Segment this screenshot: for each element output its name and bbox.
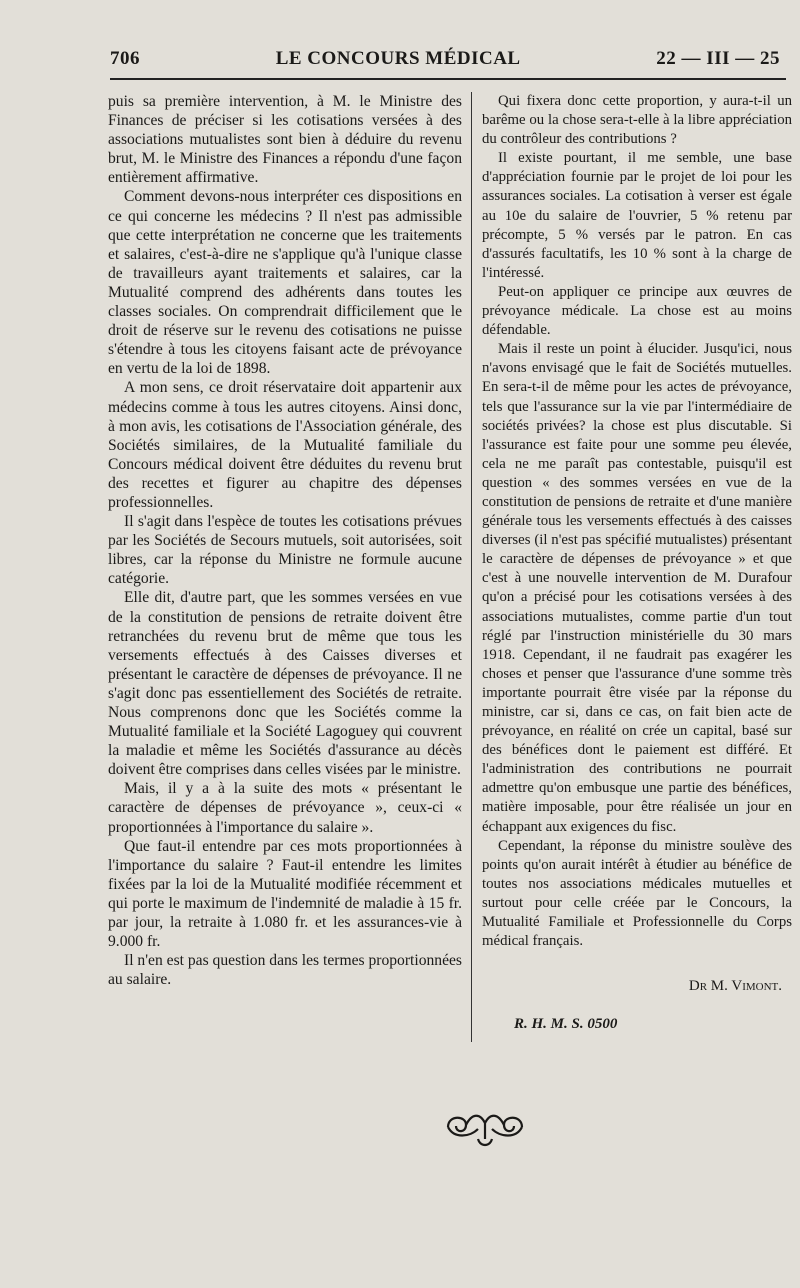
signature: Dr M. Vimont. xyxy=(688,978,782,994)
paragraph: Mais, il y a à la suite des mots « présentant le caractère de dépenses de prévoyance », ceux-ci « proportionnées à l'importance du salaire ». xyxy=(108,780,462,836)
left-column xyxy=(108,92,462,989)
paragraph: Il n'en est pas question dans les termes proportionnées au salaire. xyxy=(108,952,462,989)
header-rule xyxy=(110,78,786,80)
paragraph: Comment devons-nous interpréter ces dispositions en ce qui concerne les médecins ? Il n'est pas admissible que cette interprétation ne concerne que les traitements et salaires, c'est-à-dire ne s'applique qu'à l'unique classe de travailleurs ayant traitements et salaires, car la Mutualité comprend des adhérents dans toutes les classes sociales. On comprendrait difficilement que le droit de réserve sur le revenu des cotisations ne puisse s'étendre à tous les citoyens faisant acte de prévoyance en vertu de la loi de 1898. xyxy=(108,188,462,378)
column-divider xyxy=(471,92,472,1042)
paragraph: Elle dit, d'autre part, que les sommes versées en vue de la constitution de pensions de retraite doivent être retranchées du revenu brut de même que tous les versements effectués à des Caisses diverses et présentant le caractère de dépenses de prévoyance. Il ne s'agit donc pas essentiellement des Sociétés de retraite. Nous comprenons donc que les Sociétés comme la Mutualité familiale et la Société Lagoguey qui couvrent la maladie et même les Sociétés d'assurance au décès doivent être comprises dans celles visées par le ministre. xyxy=(108,589,462,779)
paragraph: Cependant, la réponse du ministre soulève des points qu'on aurait intérêt à étudier au bénéfice de toutes nos associations médicales mutuelles et surtout pour celle créée par le Concours, la Mutualité Familiale et Professionnelle du Corps médical français. xyxy=(482,837,792,950)
paragraph: Il existe pourtant, il me semble, une base d'appréciation fournie par le projet de loi pour les assurances sociales. La cotisation à verser est égale au 10e du salaire de l'ouvrier, 5 % retenu par précompte, 5 % versés par le patron. En cas d'assurés facultatifs, les 10 % sont à la charge de l'intéressé. xyxy=(482,150,792,281)
paragraph: puis sa première intervention, à M. le Ministre des Finances de préciser si les cotisations versées à des associations mutualistes sont bien à déduire du revenu brut, M. le Ministre des Finances a répondu d'une façon entièrement affirmative. xyxy=(108,93,462,187)
right-column xyxy=(482,92,792,951)
paragraph: Qui fixera donc cette proportion, y aura-t-il un barême ou la chose sera-t-elle à la libre appréciation du contrôleur des contributions ? xyxy=(482,93,792,148)
reference-code: R. H. M. S. 0500 xyxy=(514,1016,618,1032)
journal-title: LE CONCOURS MÉDICAL xyxy=(275,48,521,69)
page-number: 706 xyxy=(110,48,140,69)
paragraph: Mais il reste un point à élucider. Jusqu'ici, nous n'avons envisagé que le fait de Sociétés mutuelles. En sera-t-il de même pour les actes de prévoyance, tels que l'assurance sur la vie par l'intermédiaire de sociétés privées? la chose est plus discutable. Si l'assurance est faite pour une somme peu élevée, cela ne me paraît pas contestable, puisqu'il est question « des sommes versées en vue de la constitution de pensions de retraite et d'une manière générale tous les versements effectués à des caisses diverses (il n'est pas spécifié mutualistes) présentant le caractère de dépenses de prévoyance » et que c'est à une nouvelle intervention de M. Durafour qu'on a précisé pour les cotisations versées à des associations mutualistes, comme partie d'un tout réglé par l'instruction ministérielle du 30 mars 1918. Cependant, il ne faudrait pas exagérer les choses et penser que l'assurance d'une somme très importante pourrait être visée par la réponse du ministre, car si, dans ce cas, on fait bien acte de prévoyance, en réalité on crée un capital, basé sur des bénéfices dont le paiement est différé. Et l'administration des contributions ne pourrait admettre qu'on embusque une partie des bénéfices, matière imposable, pour être réalisée un jour en échappant aux exigences du fisc. xyxy=(482,341,792,835)
paragraph: Peut-on appliquer ce principe aux œuvres de prévoyance médicale. La chose est au moins défendable. xyxy=(482,283,792,339)
issue-date: 22 — III — 25 xyxy=(656,48,780,69)
page-header xyxy=(110,48,780,78)
paragraph: Que faut-il entendre par ces mots proportionnées à l'importance du salaire ? Faut-il entendre les limites fixées par la loi de la Mutualité modifiée récemment et qui porte le maximum de l'indemnité de maladie à 15 fr. par jour, la retraite à 1.080 fr. et les assurances-vie à 9.000 fr. xyxy=(108,837,462,951)
paragraph: Il s'agit dans l'espèce de toutes les cotisations prévues par les Sociétés de Secours mutuels, soit autorisées, soit libres, car la réponse du Ministre ne formule aucune catégorie. xyxy=(108,513,462,588)
ornament-icon xyxy=(440,1105,530,1149)
paragraph: A mon sens, ce droit réservataire doit appartenir aux médecins comme à tous les autres citoyens. Ainsi donc, à mon avis, les cotisations de l'Association générale, des Sociétés similaires, de la Mutualité familiale du Concours médical doivent être déduites du revenu brut des recettes et figurer au chapitre des dépenses professionnelles. xyxy=(108,379,462,511)
